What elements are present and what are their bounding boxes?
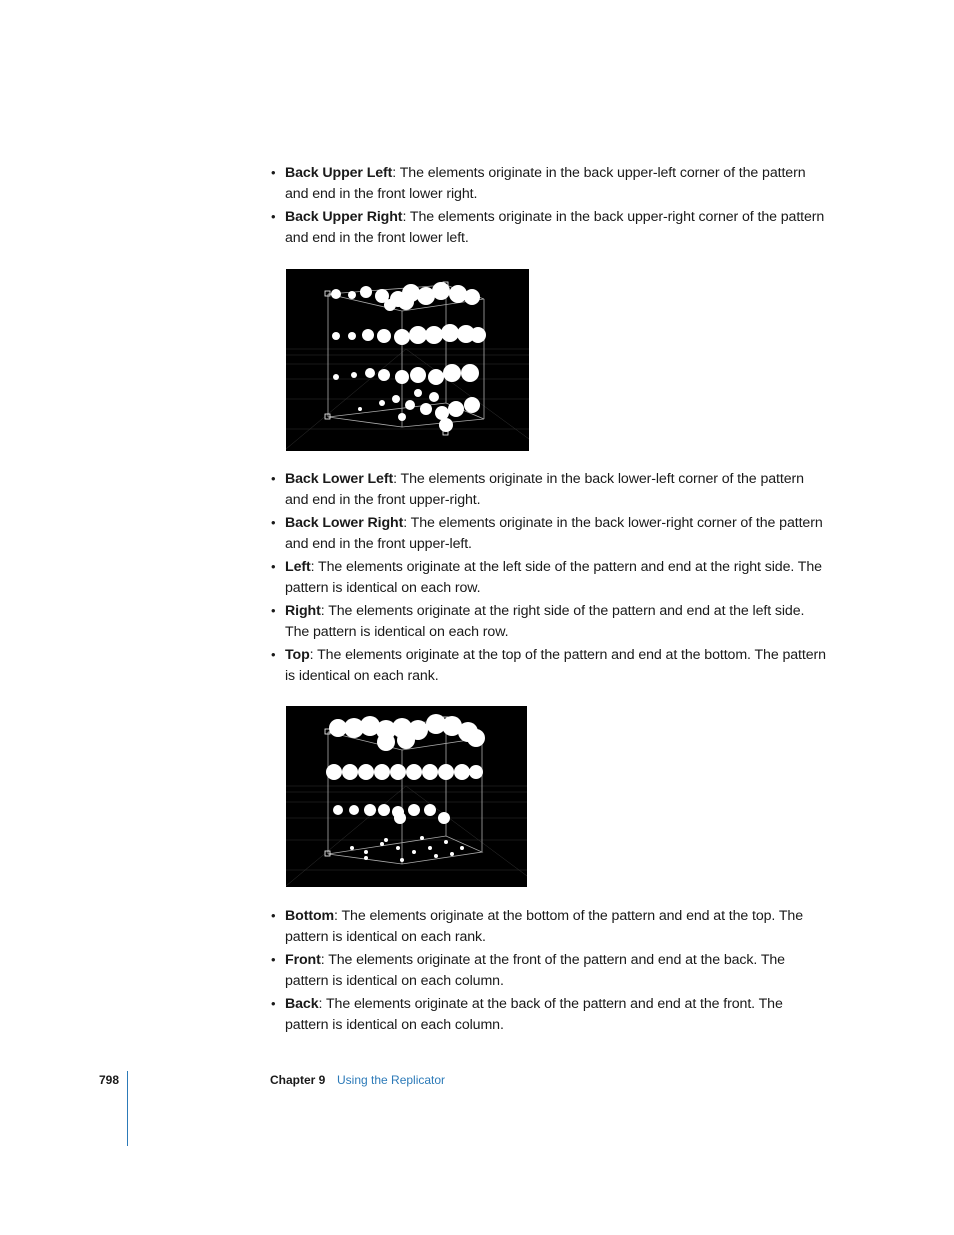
term-description: The elements originate at the right side of the pattern and end at the left side. The pattern is identical on each row. <box>285 602 805 640</box>
term-label: Back Upper Right <box>285 208 403 225</box>
list-item: • Back Upper Right: The elements originate in the back upper-right corner of the pattern and end in the front lower left. <box>268 207 828 249</box>
term-description: The elements originate at the bottom of the pattern and end at the top. The pattern is identical on each rank. <box>285 908 804 945</box>
list-item: • Back Lower Right: The elements originate in the back lower-right corner of the pattern and end in the front upper-left. <box>268 513 828 555</box>
figure-top-replicator <box>286 706 527 887</box>
list-item: • Front: The elements originate at the front of the pattern and end at the back. The pattern is identical on each column. <box>268 950 828 992</box>
bullet-list-lower-sides-top <box>268 469 828 689</box>
replicator-illustration-1 <box>286 269 529 451</box>
term-label: Left <box>285 558 311 575</box>
chapter-label: Chapter 9 <box>270 1073 326 1087</box>
replicator-illustration-2 <box>286 706 527 887</box>
term-label: Front <box>285 951 321 968</box>
figure-back-upper-replicator <box>286 269 529 451</box>
list-item: • Back: The elements originate at the back of the pattern and end at the front. The pattern is identical on each column. <box>268 994 828 1036</box>
list-item: • Left: The elements originate at the left side of the pattern and end at the right side. The pattern is identical on each row. <box>268 557 828 599</box>
list-item: • Back Lower Left: The elements originate in the back lower-left corner of the pattern and end in the front upper-right. <box>268 469 828 511</box>
footer-divider <box>127 1071 128 1146</box>
term-description: The elements originate in the back upper-left corner of the pattern and end in the front lower right. <box>285 165 806 202</box>
list-item: • Bottom: The elements originate at the bottom of the pattern and end at the top. The pattern is identical on each rank. <box>268 906 828 948</box>
term-description: The elements originate at the top of the pattern and end at the bottom. The pattern is identical on each rank. <box>285 646 826 684</box>
bullet-list-bottom-front-back <box>268 906 828 1038</box>
term-description: The elements originate at the back of the pattern and end at the front. The pattern is identical on each column. <box>285 995 783 1033</box>
term-label: Back Upper Left <box>285 165 393 181</box>
term-label: Bottom <box>285 908 335 924</box>
term-label: Back <box>285 995 319 1012</box>
term-description: The elements originate at the front of the pattern and end at the back. The pattern is identical on each column. <box>285 951 785 989</box>
term-description: The elements originate in the back upper-right corner of the pattern and end in the front lower left. <box>285 208 825 246</box>
list-item: • Back Upper Left: The elements originate in the back upper-left corner of the pattern and end in the front lower right. <box>268 163 828 205</box>
term-label: Back Lower Right <box>285 514 404 531</box>
term-description: The elements originate in the back lower-left corner of the pattern and end in the front upper-right. <box>285 471 804 508</box>
term-description: The elements originate in the back lower-right corner of the pattern and end in the front upper-left. <box>285 514 823 552</box>
term-label: Back Lower Left <box>285 471 394 487</box>
list-item: • Right: The elements originate at the right side of the pattern and end at the left side. The pattern is identical on each row. <box>268 601 828 643</box>
term-label: Top <box>285 646 310 663</box>
page-number: 798 <box>99 1073 120 1087</box>
term-description: The elements originate at the left side of the pattern and end at the right side. The pattern is identical on each row. <box>285 558 822 596</box>
chapter-title-link[interactable]: Using the Replicator <box>337 1073 446 1087</box>
list-item: • Top: The elements originate at the top of the pattern and end at the bottom. The pattern is identical on each rank. <box>268 645 828 687</box>
bullet-list-back-upper <box>268 163 828 251</box>
term-label: Right <box>285 602 321 619</box>
